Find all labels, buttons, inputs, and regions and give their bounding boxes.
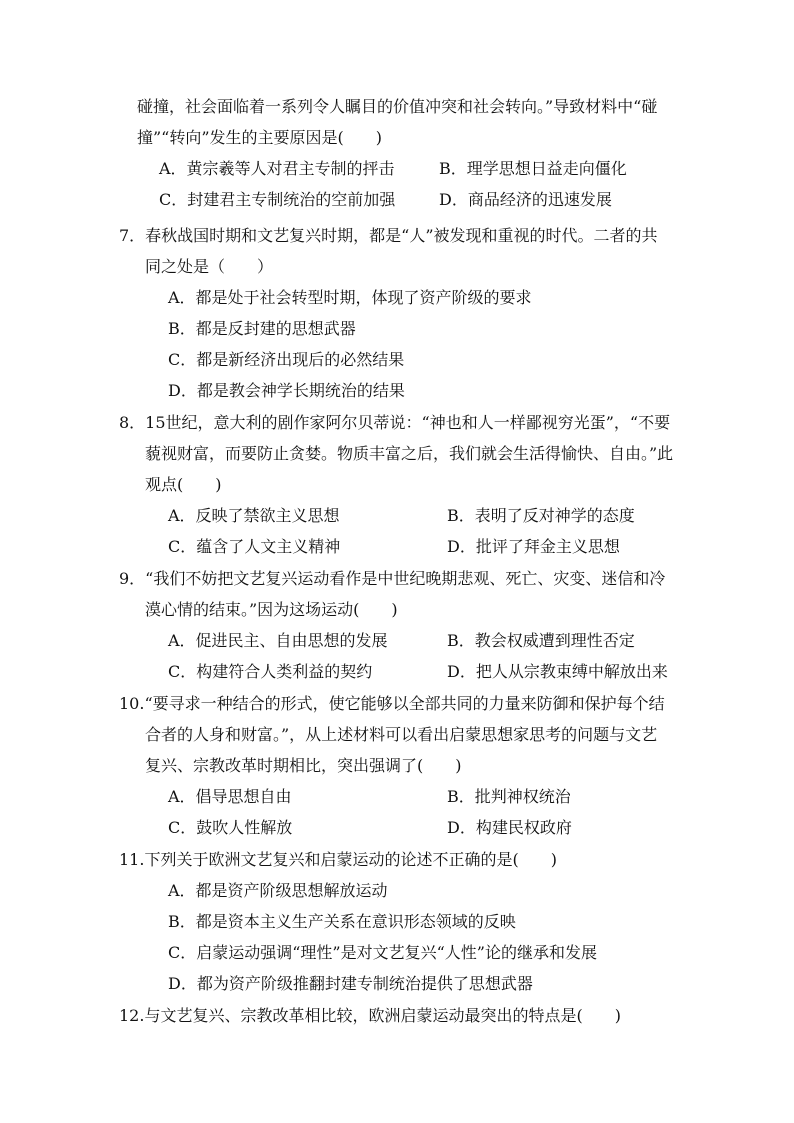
q11-option-d: D．都为资产阶级推翻封建专制统治提供了思想武器: [168, 974, 533, 993]
q7-option-d: D．都是教会神学长期统治的结果: [168, 381, 405, 400]
q7-option-c: C．都是新经济出现后的必然结果: [168, 350, 405, 369]
q9-line-1: 9．“我们不妨把文艺复兴运动看作是中世纪晚期悲观、死亡、灾变、迷信和冷: [119, 569, 666, 588]
q9-line-2: 漠心情的结束。”因为这场运动( ): [145, 600, 398, 619]
q11-option-a: A．都是资产阶级思想解放运动: [168, 881, 388, 900]
q11-option-c: C．启蒙运动强调“理性”是对文艺复兴“人性”论的继承和发展: [168, 943, 597, 962]
q9-option-d: D．把人从宗教束缚中解放出来: [447, 662, 668, 681]
q11-line-1: 11.下列关于欧洲文艺复兴和启蒙运动的论述不正确的是( ): [119, 850, 557, 869]
q8-line-1: 8．15世纪，意大利的剧作家阿尔贝蒂说：“神也和人一样鄙视穷光蛋”，“不要: [119, 413, 671, 432]
q10-option-b: B．批判神权统治: [447, 787, 571, 806]
q10-option-d: D．构建民权政府: [447, 818, 572, 837]
q10-line-2: 合者的人身和财富。”，从上述材料可以看出启蒙思想家思考的问题与文艺: [145, 725, 658, 744]
q6-line-2: 撞”“转向”发生的主要原因是( ): [137, 128, 383, 147]
q6-option-d: D．商品经济的迅速发展: [439, 190, 612, 209]
q6-option-c: C．封建君主专制统治的空前加强: [159, 190, 396, 209]
q10-option-a: A．倡导思想自由: [168, 787, 292, 806]
q10-line-3: 复兴、宗教改革时期相比，突出强调了( ): [145, 756, 462, 775]
q8-option-d: D．批评了拜金主义思想: [447, 537, 620, 556]
q8-option-b: B．表明了反对神学的态度: [447, 506, 635, 525]
q9-option-b: B．教会权威遭到理性否定: [447, 631, 635, 650]
q7-line-2: 同之处是（ ）: [145, 257, 274, 276]
q12-line-1: 12.与文艺复兴、宗教改革相比较，欧洲启蒙运动最突出的特点是( ): [119, 1006, 621, 1025]
q7-option-a: A．都是处于社会转型时期，体现了资产阶级的要求: [168, 288, 532, 307]
q7-line-1: 7．春秋战国时期和文艺复兴时期，都是“人”被发现和重视的时代。二者的共: [119, 226, 658, 245]
q8-option-c: C．蕴含了人文主义精神: [168, 537, 341, 556]
q8-line-2: 藐视财富，而要防止贪婪。物质丰富之后，我们就会生活得愉快、自由。”此: [145, 444, 674, 463]
q6-option-a: A．黄宗羲等人对君主专制的抨击: [159, 159, 395, 178]
q8-line-3: 观点( ): [145, 475, 222, 494]
q10-line-1: 10.“要寻求一种结合的形式，使它能够以全部共同的力量来防御和保护每个结: [119, 694, 665, 713]
q10-option-c: C．鼓吹人性解放: [168, 818, 293, 837]
q6-option-b: B．理学思想日益走向僵化: [439, 159, 627, 178]
q9-option-a: A．促进民主、自由思想的发展: [168, 631, 388, 650]
q8-option-a: A．反映了禁欲主义思想: [168, 506, 340, 525]
q6-line-1: 碰撞，社会面临着一系列令人瞩目的价值冲突和社会转向。”导致材料中“碰: [137, 97, 658, 116]
q9-option-c: C．构建符合人类利益的契约: [168, 662, 373, 681]
q11-option-b: B．都是资本主义生产关系在意识形态领域的反映: [168, 912, 516, 931]
q7-option-b: B．都是反封建的思想武器: [168, 319, 356, 338]
